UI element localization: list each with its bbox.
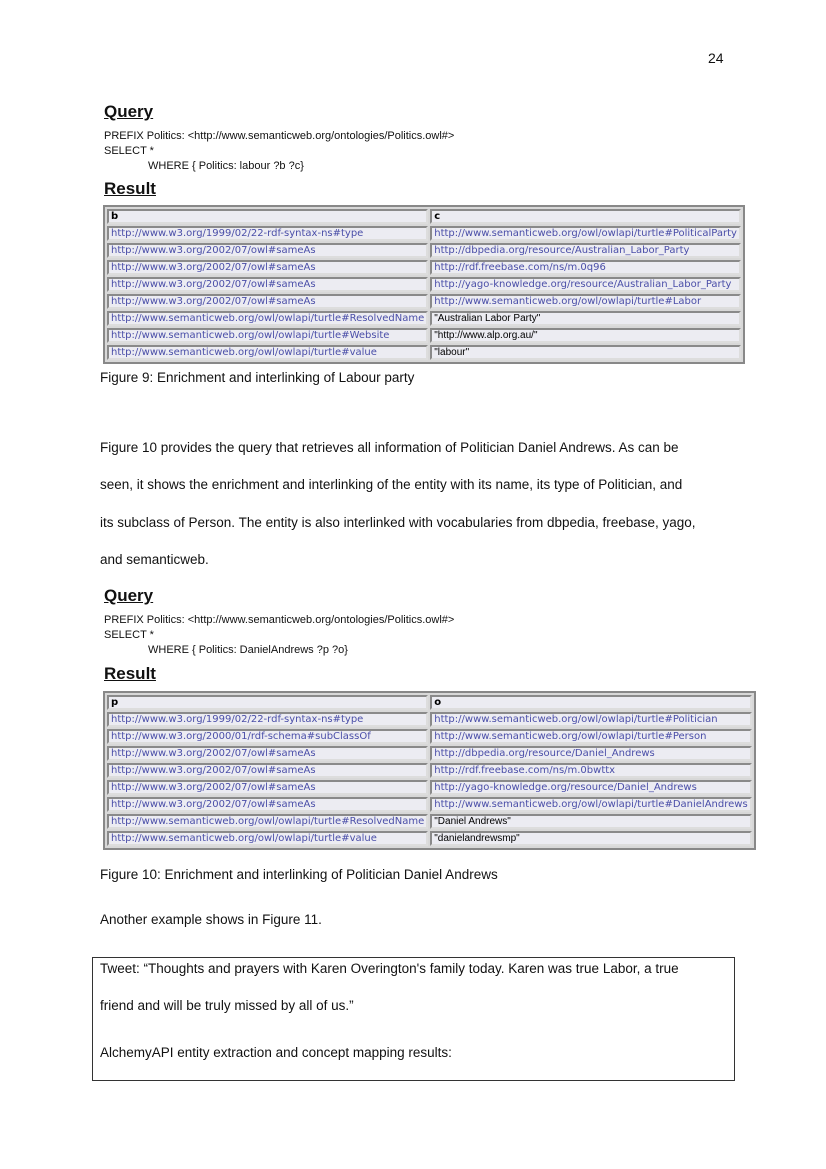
page-number: 24 bbox=[708, 50, 724, 66]
uri-link-cell[interactable]: http://www.w3.org/2002/07/owl#sameAs bbox=[107, 763, 428, 778]
table-header-row bbox=[107, 209, 741, 224]
query-heading-1: Query bbox=[104, 102, 154, 121]
query-line: WHERE { Politics: labour ?b ?c} bbox=[148, 160, 304, 172]
query-code-1 bbox=[104, 129, 454, 174]
another-example-text: Another example shows in Figure 11. bbox=[100, 912, 322, 927]
uri-link-cell[interactable]: http://www.w3.org/2000/01/rdf-schema#subClassOf bbox=[107, 729, 428, 744]
tweet-line: friend and will be truly missed by all of us.” bbox=[100, 998, 354, 1013]
uri-link-cell[interactable]: http://www.semanticweb.org/owl/owlapi/turtle#ResolvedName bbox=[107, 311, 428, 326]
query-line: SELECT * bbox=[104, 629, 154, 641]
uri-link-cell[interactable]: http://dbpedia.org/resource/Daniel_Andrews bbox=[430, 746, 751, 761]
uri-link-cell[interactable]: http://www.w3.org/2002/07/owl#sameAs bbox=[107, 260, 428, 275]
table-row bbox=[107, 243, 741, 258]
table-row bbox=[107, 763, 752, 778]
column-header: p bbox=[107, 695, 428, 710]
table-row bbox=[107, 712, 752, 727]
figure-caption-9: Figure 9: Enrichment and interlinking of Labour party bbox=[100, 370, 415, 385]
uri-link-cell[interactable]: http://www.w3.org/1999/02/22-rdf-syntax-ns#type bbox=[107, 226, 428, 241]
uri-link-cell[interactable]: http://www.w3.org/2002/07/owl#sameAs bbox=[107, 294, 428, 309]
uri-link-cell[interactable]: http://www.w3.org/2002/07/owl#sameAs bbox=[107, 243, 428, 258]
uri-link-cell[interactable]: http://www.semanticweb.org/owl/owlapi/turtle#DanielAndrews bbox=[430, 797, 751, 812]
literal-cell: "http://www.alp.org.au/" bbox=[430, 328, 741, 343]
paragraph-line: Figure 10 provides the query that retrieves all information of Politician Daniel Andrews. As can be bbox=[100, 440, 679, 455]
column-header: c bbox=[430, 209, 741, 224]
query-line: PREFIX Politics: <http://www.semanticweb.org/ontologies/Politics.owl#> bbox=[104, 614, 455, 626]
tweet-box bbox=[92, 957, 735, 1081]
query-line: SELECT * bbox=[104, 145, 154, 157]
literal-cell: "labour" bbox=[430, 345, 741, 360]
uri-link-cell[interactable]: http://www.w3.org/1999/02/22-rdf-syntax-ns#type bbox=[107, 712, 428, 727]
paragraph-line: seen, it shows the enrichment and interlinking of the entity with its name, its type of Politician, and bbox=[100, 477, 683, 493]
column-header: o bbox=[430, 695, 751, 710]
body-paragraph bbox=[100, 429, 696, 578]
column-header: b bbox=[107, 209, 428, 224]
uri-link-cell[interactable]: http://www.semanticweb.org/owl/owlapi/turtle#Website bbox=[107, 328, 428, 343]
table-row bbox=[107, 746, 752, 761]
uri-link-cell[interactable]: http://www.semanticweb.org/owl/owlapi/turtle#value bbox=[107, 345, 428, 360]
uri-link-cell[interactable]: http://www.semanticweb.org/owl/owlapi/turtle#ResolvedName bbox=[107, 814, 428, 829]
table-row bbox=[107, 345, 741, 360]
table-row bbox=[107, 780, 752, 795]
table-row bbox=[107, 831, 752, 846]
table-row bbox=[107, 814, 752, 829]
uri-link-cell[interactable]: http://www.w3.org/2002/07/owl#sameAs bbox=[107, 746, 428, 761]
alchemy-label: AlchemyAPI entity extraction and concept mapping results: bbox=[100, 1045, 452, 1060]
uri-link-cell[interactable]: http://rdf.freebase.com/ns/m.0bwttx bbox=[430, 763, 751, 778]
table-header-row bbox=[107, 695, 752, 710]
uri-link-cell[interactable]: http://www.w3.org/2002/07/owl#sameAs bbox=[107, 797, 428, 812]
table-row bbox=[107, 294, 741, 309]
table-row bbox=[107, 277, 741, 292]
paragraph-line: and semanticweb. bbox=[100, 551, 209, 567]
query-line: PREFIX Politics: <http://www.semanticweb.org/ontologies/Politics.owl#> bbox=[104, 130, 455, 142]
table-row bbox=[107, 328, 741, 343]
uri-link-cell[interactable]: http://www.semanticweb.org/owl/owlapi/turtle#value bbox=[107, 831, 428, 846]
query-heading-2: Query bbox=[104, 586, 154, 605]
uri-link-cell[interactable]: http://dbpedia.org/resource/Australian_Labor_Party bbox=[430, 243, 741, 258]
table-row bbox=[107, 226, 741, 241]
uri-link-cell[interactable]: http://rdf.freebase.com/ns/m.0q96 bbox=[430, 260, 741, 275]
uri-link-cell[interactable]: http://yago-knowledge.org/resource/Daniel_Andrews bbox=[430, 780, 751, 795]
uri-link-cell[interactable]: http://www.w3.org/2002/07/owl#sameAs bbox=[107, 277, 428, 292]
result-table-2 bbox=[103, 691, 756, 850]
tweet-line: Tweet: “Thoughts and prayers with Karen Overington's family today. Karen was true Labor, a true bbox=[100, 961, 679, 976]
figure-caption-10: Figure 10: Enrichment and interlinking of Politician Daniel Andrews bbox=[100, 867, 498, 882]
literal-cell: "Daniel Andrews" bbox=[430, 814, 751, 829]
uri-link-cell[interactable]: http://www.semanticweb.org/owl/owlapi/turtle#Politician bbox=[430, 712, 751, 727]
uri-link-cell[interactable]: http://www.semanticweb.org/owl/owlapi/turtle#Person bbox=[430, 729, 751, 744]
result-table-1 bbox=[103, 205, 745, 364]
uri-link-cell[interactable]: http://www.semanticweb.org/owl/owlapi/turtle#Labor bbox=[430, 294, 741, 309]
table-row bbox=[107, 260, 741, 275]
query-code-2 bbox=[104, 613, 454, 658]
table-row bbox=[107, 797, 752, 812]
result-heading-1: Result bbox=[104, 179, 156, 198]
result-heading-2: Result bbox=[104, 664, 156, 683]
query-line: WHERE { Politics: DanielAndrews ?p ?o} bbox=[148, 644, 348, 656]
literal-cell: "Australian Labor Party" bbox=[430, 311, 741, 326]
uri-link-cell[interactable]: http://www.w3.org/2002/07/owl#sameAs bbox=[107, 780, 428, 795]
table-row bbox=[107, 729, 752, 744]
table-row bbox=[107, 311, 741, 326]
literal-cell: "danielandrewsmp" bbox=[430, 831, 751, 846]
uri-link-cell[interactable]: http://www.semanticweb.org/owl/owlapi/turtle#PoliticalParty bbox=[430, 226, 741, 241]
paragraph-line: its subclass of Person. The entity is also interlinked with vocabularies from dbpedia, freebase, yago, bbox=[100, 514, 696, 530]
uri-link-cell[interactable]: http://yago-knowledge.org/resource/Australian_Labor_Party bbox=[430, 277, 741, 292]
